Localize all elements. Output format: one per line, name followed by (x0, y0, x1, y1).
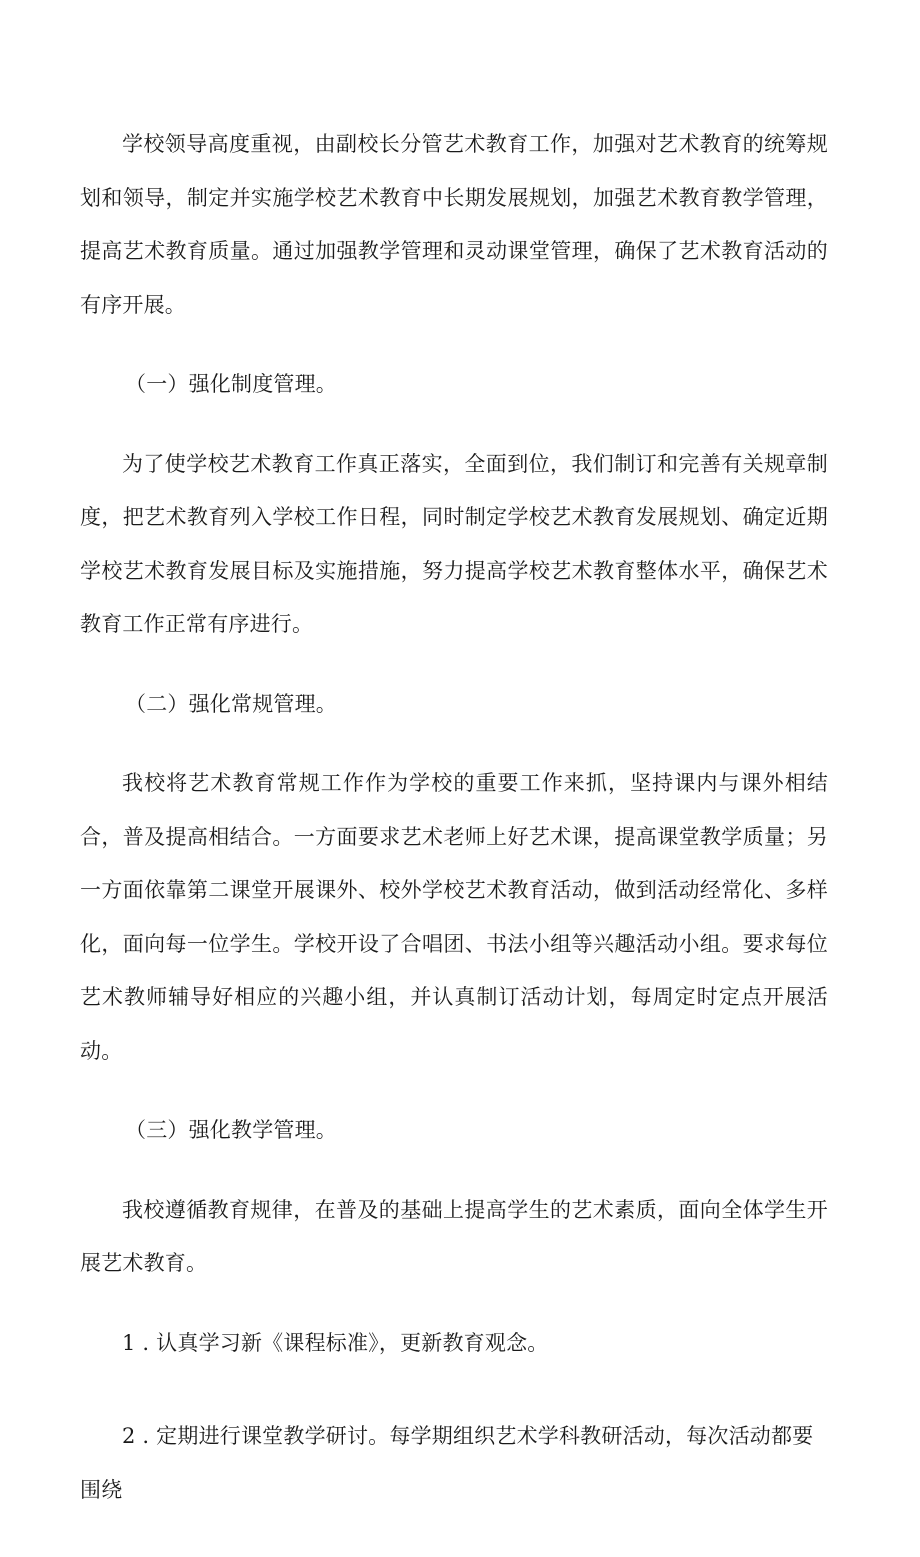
paragraph-leadership: 学校领导高度重视，由副校长分管艺术教育工作，加强对艺术教育的统筹规划和领导，制定并实施学校艺术教育中长期发展规划，加强艺术教育教学管理，提高艺术教育质量。通过加强教学管理和灵动课堂管理，确保了艺术教育活动的有序开展。 (80, 132, 828, 317)
section-heading-1: （一）强化制度管理。 (125, 372, 337, 396)
paragraph-system-management: 为了使学校艺术教育工作真正落实，全面到位，我们制订和完善有关规章制度，把艺术教育列入学校工作日程，同时制定学校艺术教育发展规划、确定近期学校艺术教育发展目标及实施措施，努力提高学校艺术教育整体水平，确保艺术教育工作正常有序进行。 (80, 451, 828, 636)
document-body (80, 118, 828, 1557)
paragraph-teaching-management: 我校遵循教育规律，在普及的基础上提高学生的艺术素质，面向全体学生开展艺术教育。 (80, 1197, 828, 1275)
list-item-2: 2 . 定期进行课堂教学研讨。每学期组织艺术学科教研活动，每次活动都要围绕 (80, 1424, 814, 1502)
list-item-1: 1 . 认真学习新《课程标准》，更新教育观念。 (122, 1330, 549, 1355)
section-heading-3: （三）强化教学管理。 (125, 1118, 337, 1142)
section-heading-2: （二）强化常规管理。 (125, 691, 337, 716)
paragraph-routine-management: 我校将艺术教育常规工作作为学校的重要工作来抓，坚持课内与课外相结合，普及提高相结合。一方面要求艺术老师上好艺术课，提高课堂教学质量；另一方面依靠第二课堂开展课外、校外学校艺术教育活动，做到活动经常化、多样化，面向每一位学生。学校开设了合唱团、书法小组等兴趣活动小组。要求每位艺术教师辅导好相应的兴趣小组，并认真制订活动计划，每周定时定点开展活动。 (80, 771, 828, 1063)
